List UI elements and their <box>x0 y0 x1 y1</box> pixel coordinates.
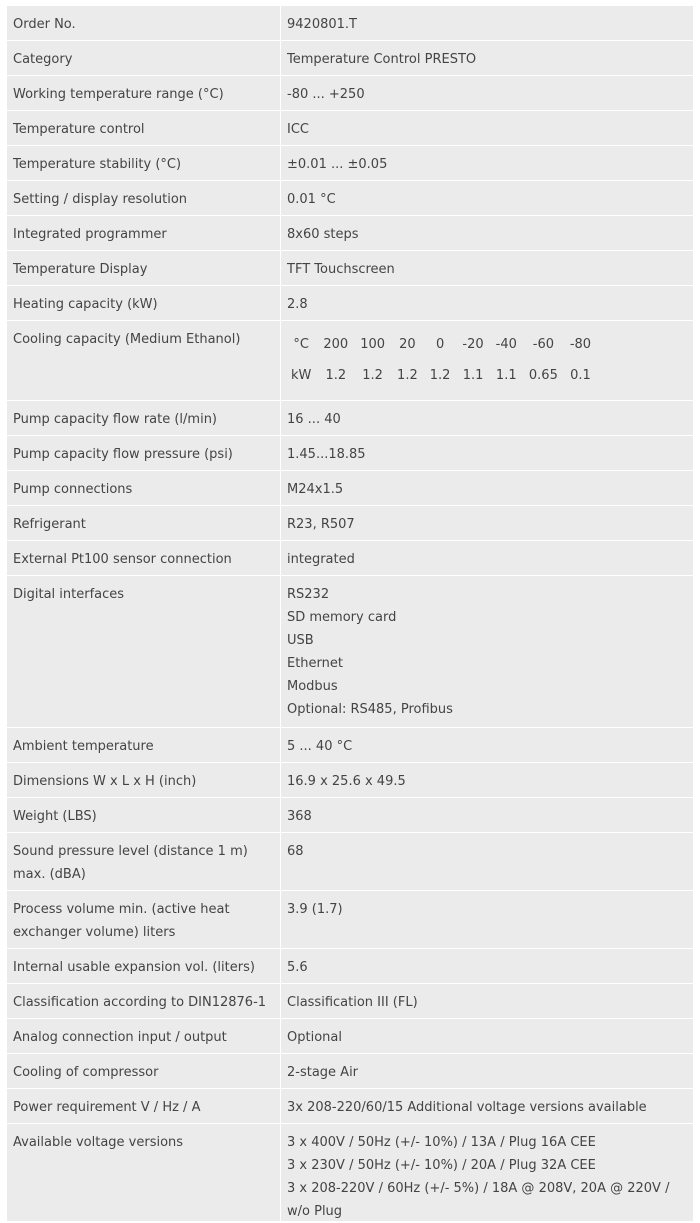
spec-value: 0.01 °C <box>287 192 336 207</box>
spec-value: 2-stage Air <box>287 1065 359 1080</box>
spec-label: Classification according to DIN12876-1 <box>7 984 281 1018</box>
spec-row-temperature-control <box>7 111 693 146</box>
spec-value: M24x1.5 <box>287 482 344 497</box>
spec-label: Pump capacity flow pressure (psi) <box>7 436 281 470</box>
kw-cell: 1.1 <box>462 368 484 383</box>
spec-label: Heating capacity (kW) <box>7 286 281 320</box>
spec-label: Cooling of compressor <box>7 1054 281 1088</box>
spec-value: ±0.01 ... ±0.05 <box>287 157 388 172</box>
spec-row-process-volume <box>7 891 693 949</box>
spec-row-display-resolution <box>7 181 693 216</box>
spec-label: Order No. <box>7 6 281 40</box>
spec-row-sound-pressure <box>7 833 693 891</box>
spec-row-pt100-sensor <box>7 541 693 576</box>
spec-value: 368 <box>287 809 312 824</box>
value-line: 3 x 230V / 50Hz (+/- 10%) / 20A / Plug 32A CEE <box>287 1158 596 1173</box>
temp-cell: 100 <box>360 337 386 352</box>
spec-row-weight <box>7 798 693 833</box>
spec-row-cooling-capacity <box>7 321 693 401</box>
spec-label: Pump connections <box>7 471 281 505</box>
value-line: Modbus <box>287 679 338 694</box>
value-line: SD memory card <box>287 610 397 625</box>
temp-cell: -20 <box>462 337 484 352</box>
spec-value: 5.6 <box>287 960 308 975</box>
spec-label: Temperature control <box>7 111 281 145</box>
temp-cell: 0 <box>435 337 445 352</box>
spec-row-pump-flow-pressure <box>7 436 693 471</box>
spec-label: Pump capacity flow rate (l/min) <box>7 401 281 435</box>
cooling-kw-row <box>287 360 597 391</box>
spec-row-dimensions <box>7 763 693 798</box>
spec-value: Optional <box>287 1030 342 1045</box>
spec-label: External Pt100 sensor connection <box>7 541 281 575</box>
spec-label: Ambient temperature <box>7 728 281 762</box>
value-line: RS232 <box>287 587 330 602</box>
spec-value: TFT Touchscreen <box>287 262 395 277</box>
cooling-capacity-table <box>287 329 597 391</box>
spec-label: Dimensions W x L x H (inch) <box>7 763 281 797</box>
spec-value: integrated <box>287 552 355 567</box>
spec-row-pump-connections <box>7 471 693 506</box>
spec-label: Refrigerant <box>7 506 281 540</box>
spec-value <box>281 321 693 400</box>
spec-value: 3.9 (1.7) <box>287 902 343 917</box>
spec-row-power-requirement <box>7 1089 693 1124</box>
spec-value <box>281 1124 693 1221</box>
value-line: Ethernet <box>287 656 343 671</box>
temp-cell: 20 <box>399 337 416 352</box>
spec-label: Internal usable expansion vol. (liters) <box>7 949 281 983</box>
cooling-temp-row <box>287 329 597 360</box>
spec-value: -80 ... +250 <box>287 87 365 102</box>
spec-value: ICC <box>287 122 309 137</box>
spec-row-ambient-temperature <box>7 728 693 763</box>
spec-value: 9420801.T <box>287 17 357 32</box>
spec-value: 3x 208-220/60/15 Additional voltage versions available <box>287 1100 647 1115</box>
spec-label: Available voltage versions <box>7 1124 281 1221</box>
spec-label: Setting / display resolution <box>7 181 281 215</box>
kw-unit: kW <box>291 368 312 383</box>
temp-cell: -40 <box>495 337 517 352</box>
kw-cell: 1.2 <box>362 368 383 383</box>
spec-label: Integrated programmer <box>7 216 281 250</box>
kw-cell: 0.65 <box>528 368 558 383</box>
spec-value: 1.45...18.85 <box>287 447 366 462</box>
spec-row-classification <box>7 984 693 1019</box>
spec-value: 16.9 x 25.6 x 49.5 <box>287 774 406 789</box>
spec-label: Temperature Display <box>7 251 281 285</box>
spec-row-integrated-programmer <box>7 216 693 251</box>
spec-value: Temperature Control PRESTO <box>287 52 477 67</box>
spec-row-voltage-versions <box>7 1124 693 1222</box>
spec-table <box>7 6 693 1222</box>
value-line: USB <box>287 633 314 648</box>
temp-unit: °C <box>293 337 309 352</box>
spec-value <box>281 576 693 727</box>
spec-value: 68 <box>287 844 304 859</box>
spec-row-temperature-stability <box>7 146 693 181</box>
spec-row-working-temperature-range <box>7 76 693 111</box>
value-line: Optional: RS485, Profibus <box>287 702 453 717</box>
temp-cell: -60 <box>532 337 554 352</box>
kw-cell: 1.2 <box>429 368 451 383</box>
spec-value: 5 ... 40 °C <box>287 739 353 754</box>
spec-value: 8x60 steps <box>287 227 359 242</box>
spec-label: Analog connection input / output <box>7 1019 281 1053</box>
spec-value: 2.8 <box>287 297 308 312</box>
spec-row-heating-capacity <box>7 286 693 321</box>
kw-cell: 1.1 <box>495 368 517 383</box>
temp-cell: 200 <box>323 337 349 352</box>
spec-value: R23, R507 <box>287 517 355 532</box>
kw-cell: 1.2 <box>397 368 418 383</box>
spec-label: Power requirement V / Hz / A <box>7 1089 281 1123</box>
value-line: 3 x 400V / 50Hz (+/- 10%) / 13A / Plug 16A CEE <box>287 1135 596 1150</box>
spec-row-refrigerant <box>7 506 693 541</box>
kw-cell: 1.2 <box>325 368 347 383</box>
temp-cell: -80 <box>569 337 592 352</box>
spec-label: Cooling capacity (Medium Ethanol) <box>7 321 281 400</box>
spec-label: Process volume min. (active heat exchanger volume) liters <box>7 891 281 948</box>
spec-row-analog-connection <box>7 1019 693 1054</box>
spec-row-digital-interfaces <box>7 576 693 728</box>
spec-value: Classification III (FL) <box>287 995 418 1010</box>
spec-label: Digital interfaces <box>7 576 281 727</box>
value-line: 3 x 208-220V / 60Hz (+/- 5%) / 18A @ 208V, 20A @ 220V / w/o Plug <box>287 1181 670 1219</box>
spec-row-pump-flow-rate <box>7 401 693 436</box>
spec-label: Working temperature range (°C) <box>7 76 281 110</box>
kw-cell: 0.1 <box>570 368 591 383</box>
spec-label: Weight (LBS) <box>7 798 281 832</box>
spec-label: Sound pressure level (distance 1 m) max. (dBA) <box>7 833 281 890</box>
spec-label: Temperature stability (°C) <box>7 146 281 180</box>
spec-row-expansion-volume <box>7 949 693 984</box>
spec-row-category <box>7 41 693 76</box>
spec-value: 16 ... 40 <box>287 412 341 427</box>
spec-row-temperature-display <box>7 251 693 286</box>
spec-row-compressor-cooling <box>7 1054 693 1089</box>
spec-row-order-no <box>7 6 693 41</box>
spec-label: Category <box>7 41 281 75</box>
